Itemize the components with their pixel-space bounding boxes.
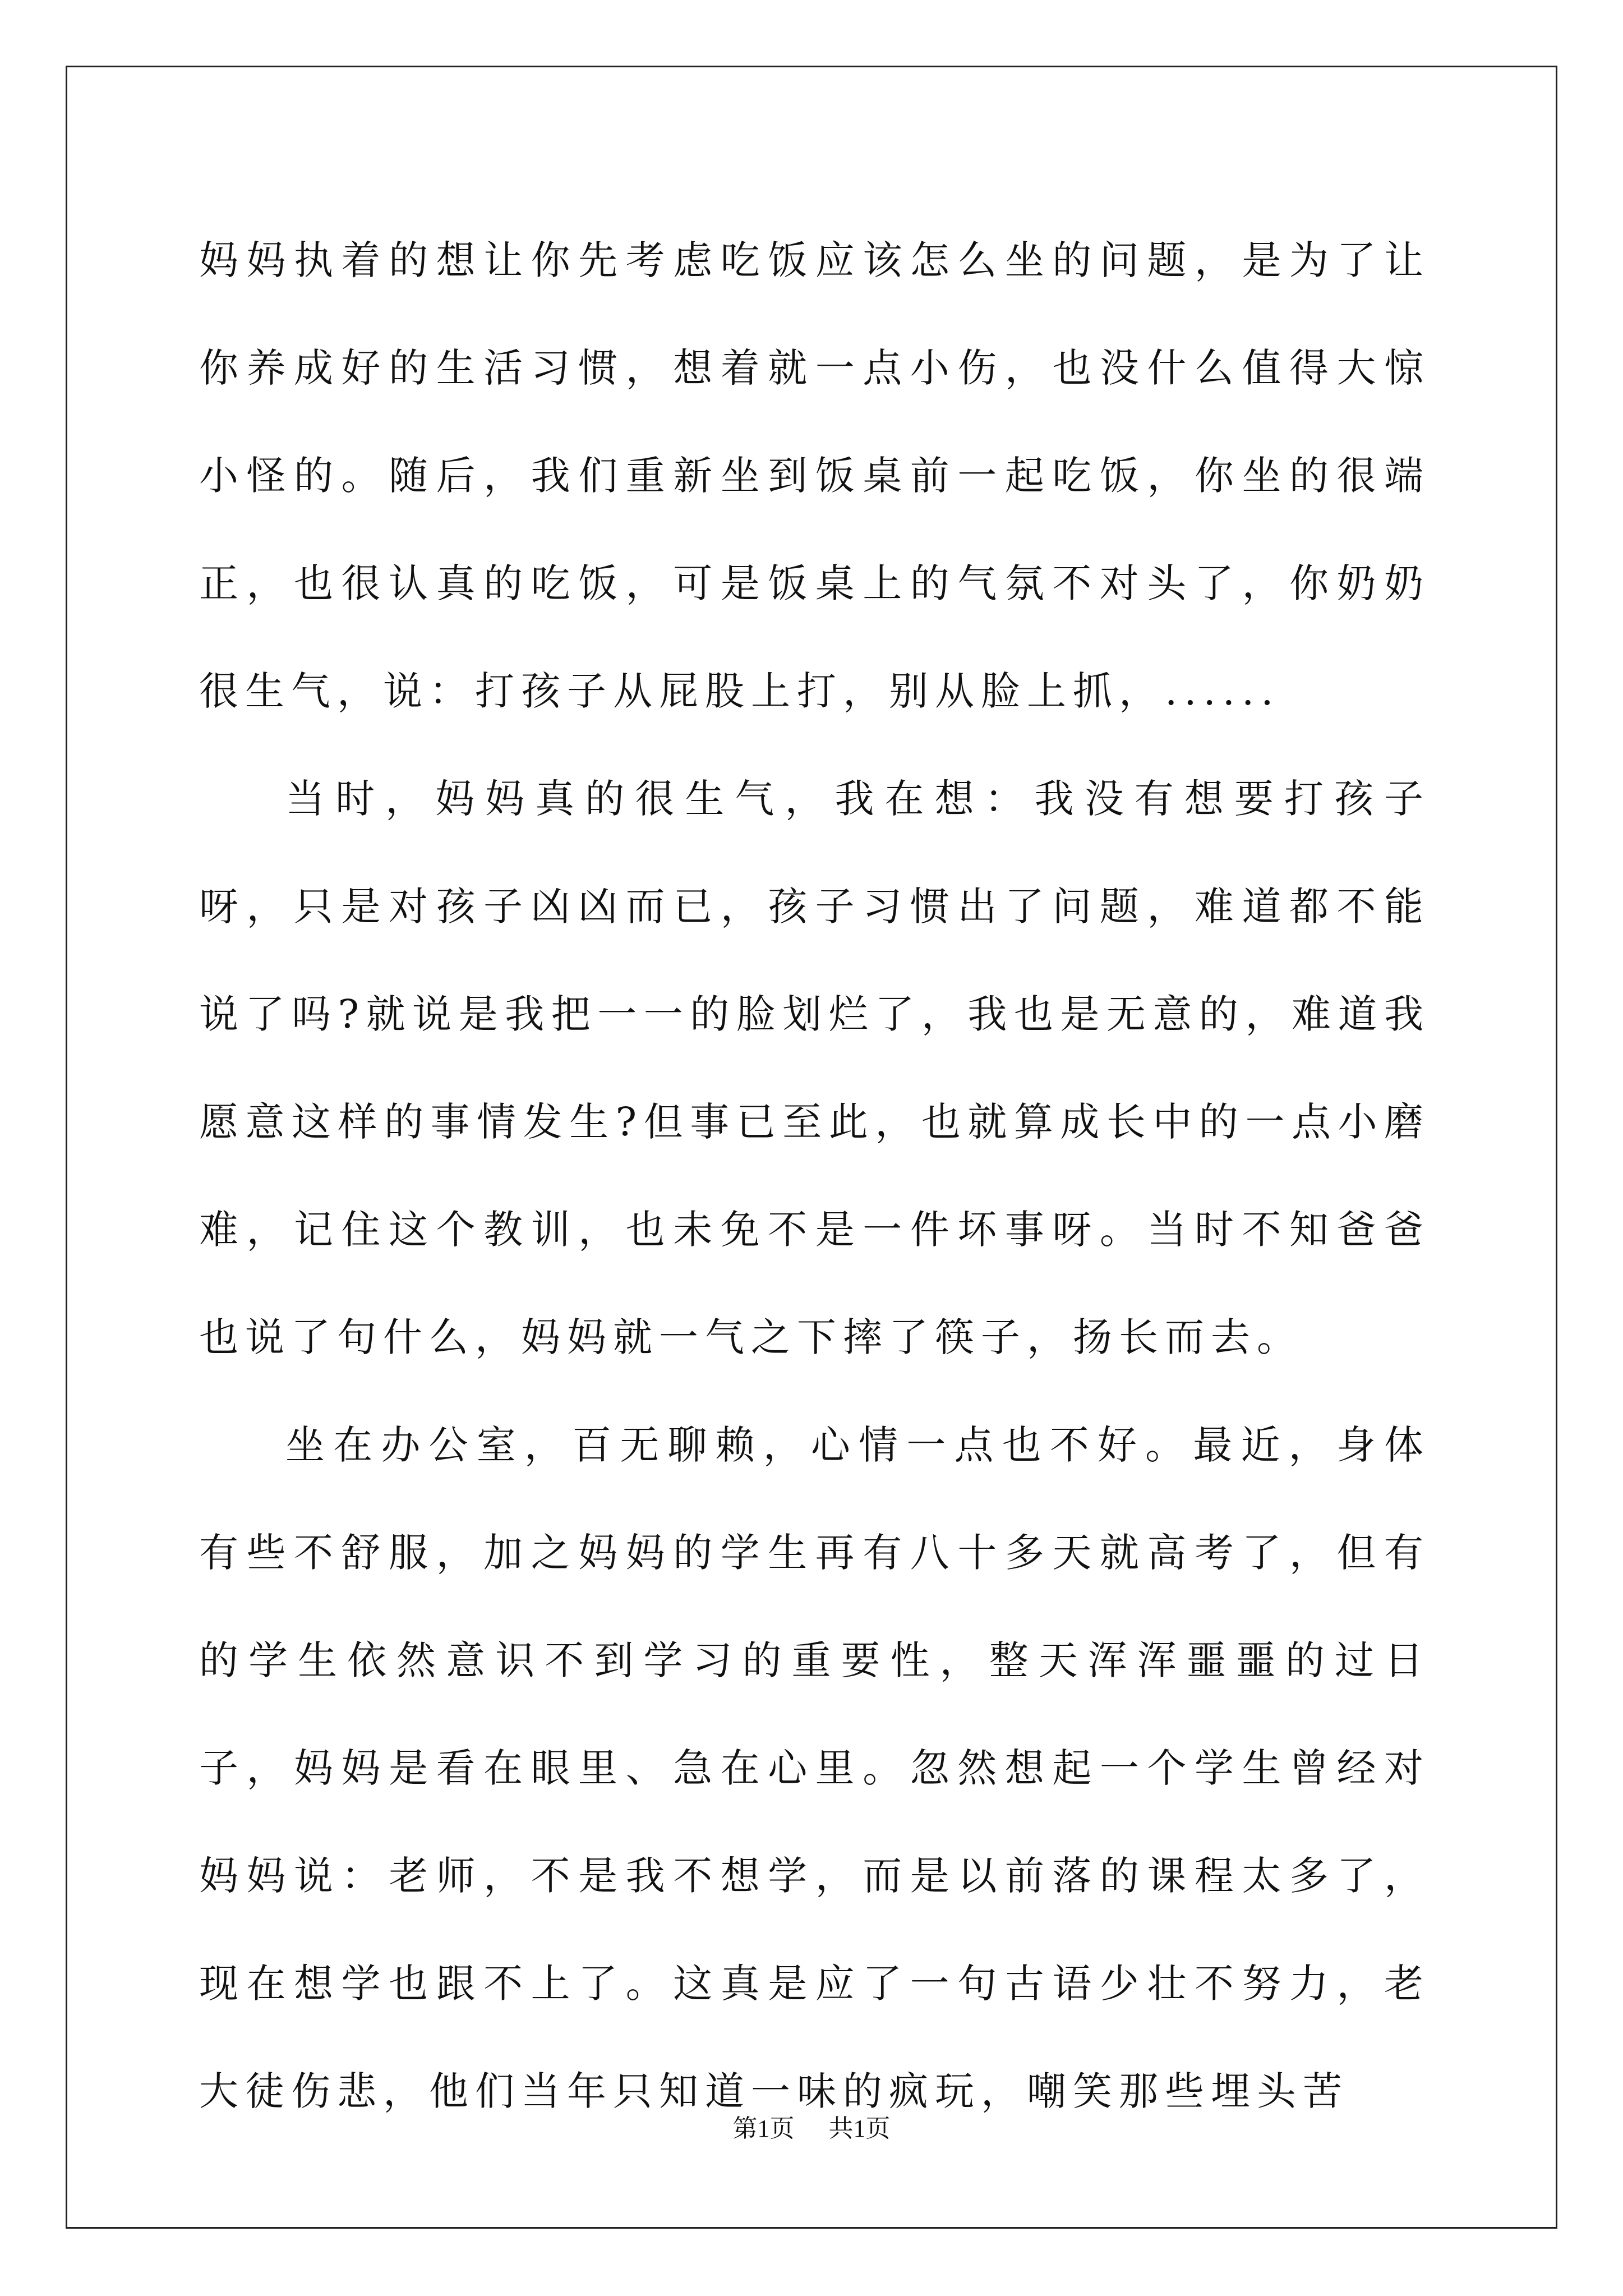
document-body [199, 206, 1430, 2145]
page-total: 共1页 [828, 2115, 891, 2142]
paragraph-1: 妈妈执着的想让你先考虑吃饭应该怎么坐的问题，是为了让你养成好的生活习惯，想着就一点小伤，也没什么值得大惊小怪的。随后，我们重新坐到饭桌前一起吃饭，你坐的很端正，也很认真的吃饭，可是饭桌上的气氛不对头了，你奶奶很生气，说：打孩子从屁股上打，别从脸上抓，...... [199, 237, 1430, 714]
paragraph-3: 坐在办公室，百无聊赖，心情一点也不好。最近，身体有些不舒服，加之妈妈的学生再有八十多天就高考了，但有的学生依然意识不到学习的重要性，整天浑浑噩噩的过日子，妈妈是看在眼里、急在心里。忽然想起一个学生曾经对妈妈说：老师，不是我不想学，而是以前落的课程太多了，现在想学也跟不上了。这真是应了一句古语少壮不努力，老大徒伤悲，他们当年只知道一味的疯玩，嘲笑那些埋头苦 [199, 1422, 1430, 2114]
page-footer [0, 2108, 1623, 2144]
paragraph-2: 当时，妈妈真的很生气，我在想：我没有想要打孩子呀，只是对孩子凶凶而已，孩子习惯出了问题，难道都不能说了吗?就说是我把一一的脸划烂了，我也是无意的，难道我愿意这样的事情发生?但事已至此，也就算成长中的一点小磨难，记住这个教训，也未免不是一件坏事呀。当时不知爸爸也说了句什么，妈妈就一气之下摔了筷子，扬长而去。 [199, 776, 1430, 1360]
page-number: 第1页 [732, 2115, 795, 2142]
